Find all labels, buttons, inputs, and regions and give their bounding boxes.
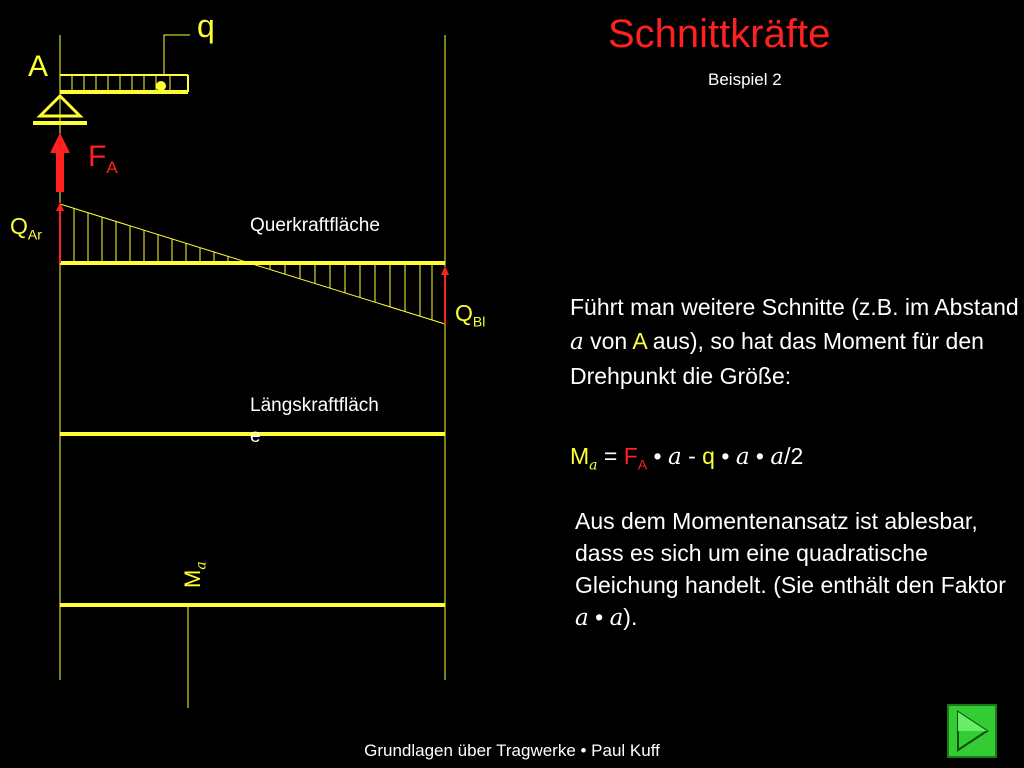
label-querkraftflaeche: Querkraftfläche <box>250 215 380 236</box>
page-subtitle: Beispiel 2 <box>708 70 782 89</box>
label-QBl: $Q_{Bl}$ <box>455 300 486 330</box>
distributed-load <box>60 35 190 92</box>
reaction-force-arrow <box>50 133 70 192</box>
label-laengskraftflaeche-2: e <box>250 426 261 447</box>
next-slide-button[interactable] <box>947 704 997 758</box>
page-title: Schnittkräfte <box>608 12 831 56</box>
explanation-paragraph-2: Aus dem Momentenansatz ist ablesbar, dass es sich um eine quadratische Gleichung handelt. (Sie enthält den Faktor 𝑎 • 𝑎). <box>575 508 1006 631</box>
label-q: q <box>197 8 215 44</box>
label-A: A <box>28 50 49 83</box>
moment-formula: $M_𝑎 = F_A$ • 𝑎 - q • 𝑎 • 𝑎/2 <box>570 443 804 474</box>
label-QAr: $Q_{Ar}$ <box>10 213 42 243</box>
label-FA: $F_A$ <box>88 140 118 177</box>
play-triangle-icon <box>949 706 995 756</box>
label-M-alpha: $M_𝑎$ <box>180 561 210 588</box>
footer-text: Grundlagen über Tragwerke • Paul Kuff <box>364 741 660 760</box>
moment-area <box>60 605 445 708</box>
explanation-paragraph-1: Führt man weitere Schnitte (z.B. im Abstand 𝑎 von A aus), so hat das Moment für den Drehpunkt die Größe: <box>570 294 1019 389</box>
label-laengskraftflaeche-1: Längskraftfläch <box>250 395 379 416</box>
